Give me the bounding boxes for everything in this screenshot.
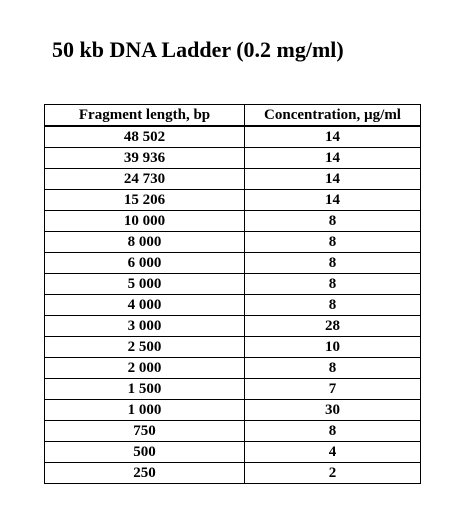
- table-row: [45, 232, 421, 253]
- table-row: [45, 126, 421, 148]
- header-fragment-length: Fragment length, bp: [45, 105, 245, 127]
- concentration-cell: 30: [245, 400, 421, 421]
- fragment-length-cell: 15 206: [45, 190, 245, 211]
- ladder-table: [44, 104, 421, 484]
- concentration-cell: 14: [245, 148, 421, 169]
- table-row: [45, 442, 421, 463]
- header-concentration: Concentration, µg/ml: [245, 105, 421, 127]
- fragment-length-cell: 1 500: [45, 379, 245, 400]
- fragment-length-cell: 2 000: [45, 358, 245, 379]
- fragment-length-cell: 5 000: [45, 274, 245, 295]
- table-row: [45, 316, 421, 337]
- concentration-cell: 10: [245, 337, 421, 358]
- concentration-cell: 8: [245, 211, 421, 232]
- fragment-length-cell: 10 000: [45, 211, 245, 232]
- concentration-cell: 8: [245, 358, 421, 379]
- concentration-cell: 14: [245, 126, 421, 148]
- table-row: [45, 337, 421, 358]
- table-row: [45, 400, 421, 421]
- table-row: [45, 211, 421, 232]
- table-row: [45, 379, 421, 400]
- table-row: [45, 463, 421, 484]
- fragment-length-cell: 500: [45, 442, 245, 463]
- concentration-cell: 8: [245, 421, 421, 442]
- table-row: [45, 148, 421, 169]
- concentration-cell: 2: [245, 463, 421, 484]
- fragment-length-cell: 48 502: [45, 126, 245, 148]
- table-body: [45, 126, 421, 484]
- table-row: [45, 190, 421, 211]
- header-row: [45, 105, 421, 127]
- fragment-length-cell: 1 000: [45, 400, 245, 421]
- concentration-cell: 8: [245, 274, 421, 295]
- table-header: [45, 105, 421, 127]
- concentration-cell: 14: [245, 190, 421, 211]
- concentration-cell: 8: [245, 253, 421, 274]
- concentration-cell: 14: [245, 169, 421, 190]
- table-row: [45, 358, 421, 379]
- fragment-length-cell: 8 000: [45, 232, 245, 253]
- concentration-cell: 4: [245, 442, 421, 463]
- fragment-length-cell: 250: [45, 463, 245, 484]
- document-title: 50 kb DNA Ladder (0.2 mg/ml): [52, 37, 344, 62]
- table-row: [45, 295, 421, 316]
- table-row: [45, 274, 421, 295]
- concentration-cell: 8: [245, 232, 421, 253]
- table-row: [45, 421, 421, 442]
- concentration-cell: 7: [245, 379, 421, 400]
- fragment-length-cell: 39 936: [45, 148, 245, 169]
- fragment-length-cell: 4 000: [45, 295, 245, 316]
- fragment-length-cell: 3 000: [45, 316, 245, 337]
- table-row: [45, 169, 421, 190]
- fragment-length-cell: 24 730: [45, 169, 245, 190]
- fragment-length-cell: 750: [45, 421, 245, 442]
- concentration-cell: 8: [245, 295, 421, 316]
- table-row: [45, 253, 421, 274]
- fragment-length-cell: 2 500: [45, 337, 245, 358]
- fragment-length-cell: 6 000: [45, 253, 245, 274]
- concentration-cell: 28: [245, 316, 421, 337]
